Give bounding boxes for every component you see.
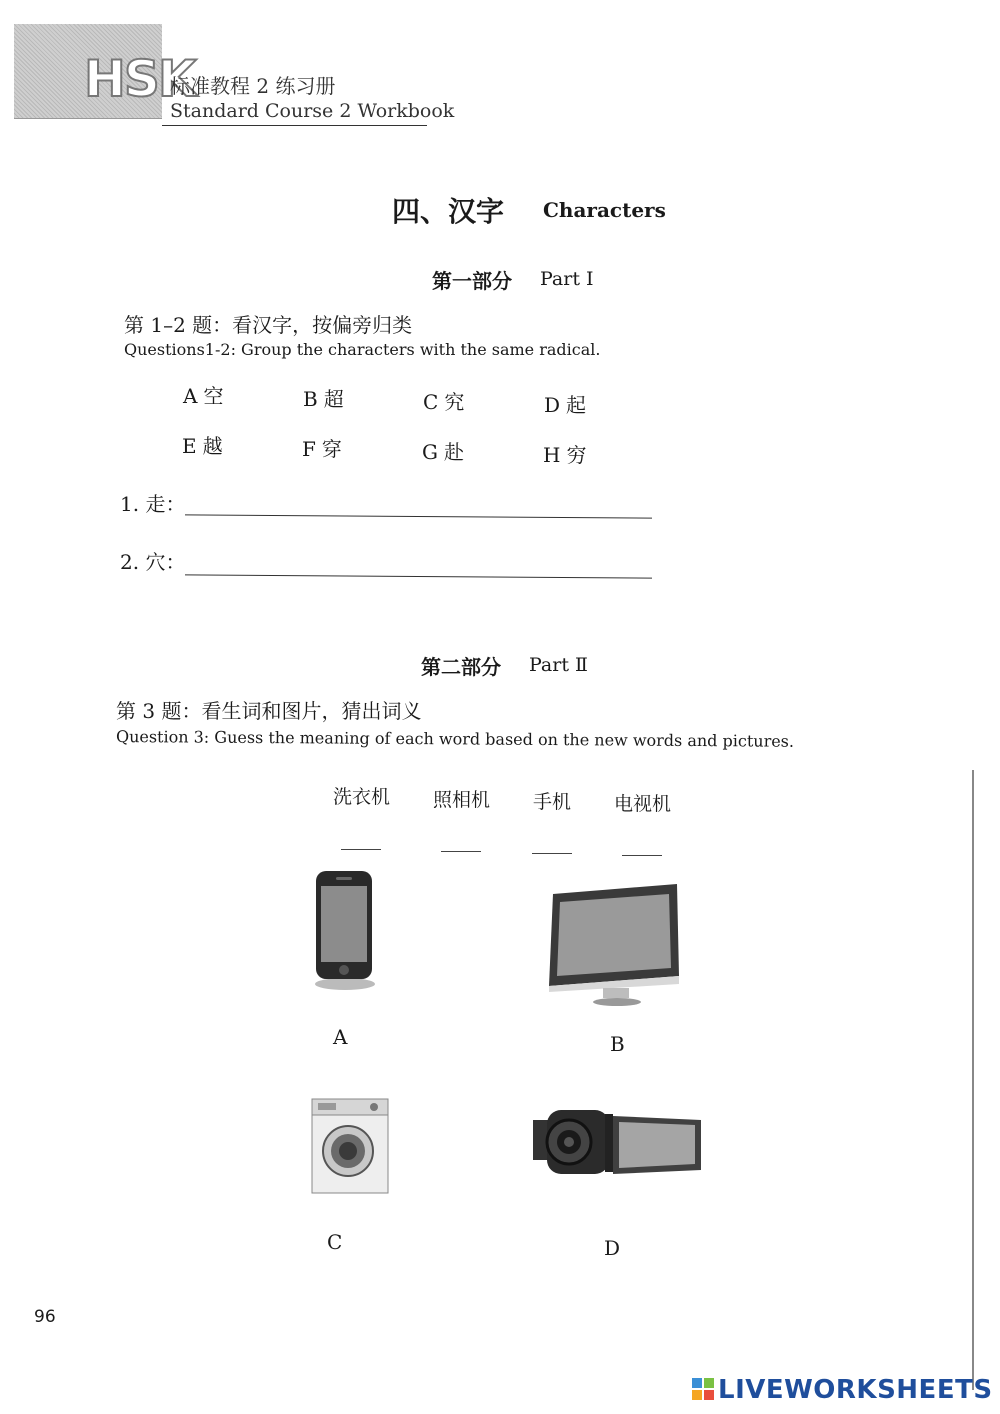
section-title-en: Characters xyxy=(543,198,666,222)
blank-2-answer-line[interactable] xyxy=(185,574,652,578)
camcorder-icon xyxy=(527,1100,707,1182)
part2-question-cn: 第 3 题：看生词和图片，猜出词义 xyxy=(116,699,422,723)
part1-heading-en: Part Ⅰ xyxy=(540,268,594,290)
page-number: 96 xyxy=(34,1307,56,1327)
word-camera: 照相机 xyxy=(433,789,491,811)
option-b: B 超 xyxy=(303,387,344,411)
header-rule xyxy=(162,125,427,126)
option-a: A 空 xyxy=(183,384,224,408)
monitor-icon xyxy=(545,880,685,1008)
option-c: C 究 xyxy=(423,390,465,414)
book-title-cn: 标准教程 2 练习册 xyxy=(170,74,336,98)
part1-question-cn: 第 1–2 题：看汉字，按偏旁归类 xyxy=(124,313,413,337)
option-e: E 越 xyxy=(182,434,223,458)
word-blank-2[interactable] xyxy=(441,851,481,852)
smartphone-icon xyxy=(310,868,380,992)
scan-edge-line xyxy=(972,770,974,1390)
word-washing-machine: 洗衣机 xyxy=(333,786,391,808)
part1-heading-cn: 第一部分 xyxy=(432,269,512,293)
picture-label-c: C xyxy=(327,1230,343,1254)
part2-question-en: Question 3: Guess the meaning of each word based on the new words and pictures. xyxy=(115,727,795,751)
word-blank-4[interactable] xyxy=(622,855,662,856)
picture-label-a: A xyxy=(333,1025,348,1049)
option-g: G 赴 xyxy=(422,440,464,464)
word-phone: 手机 xyxy=(533,791,572,813)
blank-1-answer-line[interactable] xyxy=(185,514,652,518)
part2-heading-en: Part Ⅱ xyxy=(529,654,588,676)
picture-label-d: D xyxy=(604,1236,621,1260)
washing-machine-icon xyxy=(310,1095,392,1195)
option-h: H 穷 xyxy=(543,443,587,467)
brand-wordmark: LIVEWORKSHEETS xyxy=(718,1375,993,1405)
blank-1-label: 1. 走： xyxy=(120,492,186,516)
word-blank-1[interactable] xyxy=(341,849,381,850)
blank-2-label: 2. 穴： xyxy=(120,550,186,574)
part1-question-en: Questions1-2: Group the characters with the same radical. xyxy=(124,340,601,359)
picture-label-b: B xyxy=(610,1032,625,1056)
liveworksheets-logo-icon xyxy=(692,1378,714,1400)
book-title-en: Standard Course 2 Workbook xyxy=(170,100,455,122)
section-title-cn: 四、汉字 xyxy=(392,195,505,228)
option-f: F 穿 xyxy=(302,437,342,461)
option-d: D 起 xyxy=(544,393,587,417)
part2-heading-cn: 第二部分 xyxy=(421,655,501,679)
hsk-logo: HSK xyxy=(84,50,195,108)
word-blank-3[interactable] xyxy=(532,853,572,854)
word-television: 电视机 xyxy=(614,793,672,815)
